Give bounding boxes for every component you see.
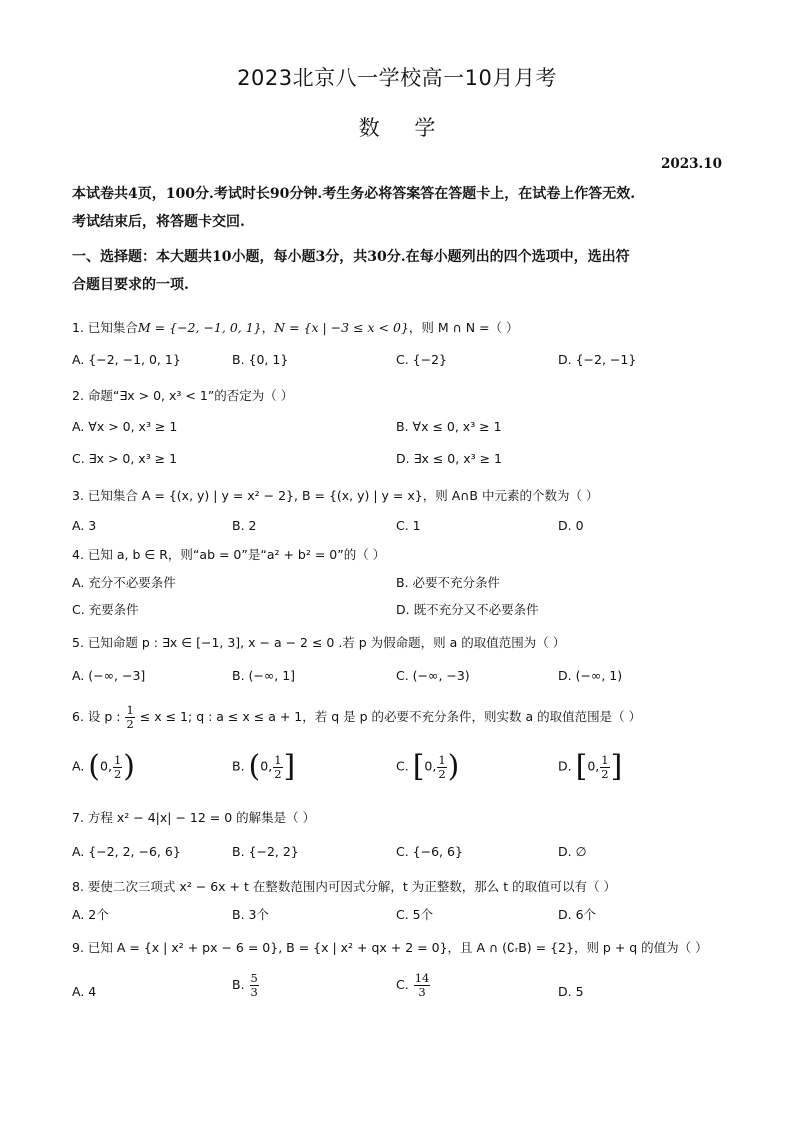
question-1-text-b: ，则 M ∩ N =（ ） — [408, 320, 519, 335]
question-9-options — [72, 972, 722, 1012]
question-1-set-m: M = {−2, −1, 0, 1} — [137, 320, 262, 335]
question-2-option-a[interactable]: A. ∀x > 0, x³ ≥ 1 — [72, 419, 178, 434]
question-3-option-c[interactable]: C. 1 — [396, 518, 421, 533]
question-1-stem — [72, 318, 722, 336]
question-5-stem: 5. 已知命题 p : ∃x ∈ [−1, 3], x − a − 2 ≤ 0 .若 p 为假命题，则 a 的取值范围为（ ） — [72, 635, 566, 650]
question-7-option-c[interactable]: C. {−6, 6} — [396, 844, 463, 859]
question-5-option-b[interactable]: B. (−∞, 1] — [232, 668, 296, 683]
question-3-option-b[interactable]: B. 2 — [232, 518, 257, 533]
question-4-option-d[interactable]: D. 既不充分又不必要条件 — [396, 602, 539, 617]
fraction-denominator: 3 — [250, 985, 258, 999]
fraction-numerator: 1 — [601, 752, 609, 767]
question-7-options — [72, 844, 722, 866]
question-5-options — [72, 668, 722, 690]
fraction-numerator: 1 — [274, 752, 282, 767]
option-fraction — [250, 972, 259, 999]
question-4-stem: 4. 已知 a, b ∈ R，则“ab = 0”是“a² + b² = 0”的（ ） — [72, 547, 386, 562]
option-fraction — [113, 754, 122, 781]
instructions-line-1: 本试卷共4页，100分.考试时长90分钟.考生务必将答案答在答题卡上，在试卷上作答无效. — [72, 186, 636, 202]
question-2-options-row-1 — [72, 419, 722, 441]
question-4-options-row-2 — [72, 600, 722, 622]
left-bracket: ( — [248, 749, 261, 784]
question-1-set-n: N = {x | −3 ≤ x < 0} — [274, 320, 409, 335]
exam-title: 2023北京八一学校高一10月月考 — [237, 66, 557, 90]
question-8-option-a[interactable]: A. 2个 — [72, 907, 109, 922]
question-9-stem: 9. 已知 A = {x | x² + px − 6 = 0}, B = {x | x² + qx + 2 = 0}，且 A ∩ (∁ᵣB) = {2}，则 p + q 的值为（ ） — [72, 940, 708, 955]
option-letter: D. — [558, 758, 572, 774]
question-7-stem: 7. 方程 x² − 4|x| − 12 = 0 的解集是（ ） — [72, 810, 316, 825]
right-bracket: ] — [610, 749, 623, 784]
question-9-option-b[interactable] — [232, 972, 260, 999]
question-5-option-d[interactable]: D. (−∞, 1) — [558, 668, 623, 683]
question-7-option-a[interactable]: A. {−2, 2, −6, 6} — [72, 844, 181, 859]
question-4-option-b[interactable]: B. 必要不充分条件 — [396, 575, 501, 590]
question-6-option-a[interactable] — [72, 749, 135, 784]
fraction-numerator: 1 — [113, 752, 122, 767]
fraction-denominator: 2 — [274, 766, 282, 781]
question-7-option-d[interactable]: D. ∅ — [558, 844, 587, 859]
option-letter: A. — [72, 758, 85, 774]
question-2-option-c[interactable]: C. ∃x > 0, x³ ≥ 1 — [72, 451, 178, 466]
option-fraction — [273, 754, 282, 781]
right-bracket: ) — [123, 749, 135, 784]
interval-start: 0, — [100, 758, 112, 774]
question-3-stem: 3. 已知集合 A = {(x, y) | y = x² − 2}, B = {(x, y) | y = x}，则 A∩B 中元素的个数为（ ） — [72, 488, 599, 503]
section-heading-line-1: 一、选择题：本大题共10小题，每小题3分，共30分.在每小题列出的四个选项中，选出符 — [72, 249, 630, 265]
question-5-option-a[interactable]: A. (−∞, −3] — [72, 668, 146, 683]
question-3-options — [72, 518, 722, 540]
question-6-stem — [72, 704, 722, 731]
fraction-numerator: 5 — [250, 971, 258, 985]
exam-instructions — [72, 180, 722, 236]
instructions-line-2: 考试结束后，将答题卡交回. — [72, 214, 245, 230]
question-8-option-c[interactable]: C. 5个 — [396, 907, 434, 922]
question-1-separator: ， — [261, 320, 275, 335]
fraction-denominator: 2 — [601, 766, 609, 781]
left-bracket: [ — [575, 749, 588, 784]
question-8-option-b[interactable]: B. 3个 — [232, 907, 269, 922]
question-1-text-a: 1. 已知集合 — [72, 320, 138, 335]
question-6-options — [72, 749, 722, 792]
question-1-options — [72, 352, 722, 374]
fraction-denominator: 2 — [113, 766, 122, 781]
exam-date: 2023.10 — [660, 156, 722, 172]
question-6-text-a: 6. 设 p : — [72, 709, 121, 724]
question-3-option-a[interactable]: A. 3 — [72, 518, 97, 533]
section-heading-line-2: 合题目要求的一项. — [72, 277, 189, 293]
interval-start: 0, — [260, 758, 273, 774]
fraction-numerator: 14 — [414, 971, 430, 985]
question-7-option-b[interactable]: B. {−2, 2} — [232, 844, 299, 859]
fraction-denominator: 2 — [438, 766, 446, 781]
interval-start: 0, — [587, 758, 600, 774]
question-1-option-b[interactable]: B. {0, 1} — [232, 352, 289, 367]
option-letter: B. — [232, 758, 245, 774]
question-6-option-d[interactable] — [558, 749, 623, 784]
question-2-option-d[interactable]: D. ∃x ≤ 0, x³ ≥ 1 — [396, 451, 502, 466]
section-heading — [72, 243, 722, 299]
fraction-denominator: 2 — [126, 717, 134, 731]
question-9-option-a[interactable]: A. 4 — [72, 984, 97, 999]
option-fraction — [414, 972, 431, 999]
question-6-option-c[interactable] — [396, 749, 460, 784]
question-4-options-row-1 — [72, 573, 722, 595]
question-4-option-a[interactable]: A. 充分不必要条件 — [72, 575, 176, 590]
question-1-option-d[interactable]: D. {−2, −1} — [558, 352, 637, 367]
right-bracket: ) — [447, 749, 460, 784]
question-6-option-b[interactable] — [232, 749, 296, 784]
fraction-numerator: 1 — [126, 703, 134, 717]
question-4-option-c[interactable]: C. 充要条件 — [72, 602, 139, 617]
question-5-option-c[interactable]: C. (−∞, −3) — [396, 668, 470, 683]
option-letter: C. — [396, 977, 409, 992]
right-bracket: ] — [283, 749, 296, 784]
option-fraction — [600, 754, 609, 781]
option-fraction — [437, 754, 446, 781]
fraction-denominator: 3 — [418, 985, 426, 999]
question-6-text-b: ≤ x ≤ 1; q : a ≤ x ≤ a + 1，若 q 是 p 的必要不充分条件，则实数 a 的取值范围是（ ） — [139, 709, 642, 724]
question-2-option-b[interactable]: B. ∀x ≤ 0, x³ ≥ 1 — [396, 419, 502, 434]
question-2-options-row-2 — [72, 451, 722, 473]
question-8-options — [72, 905, 722, 927]
question-1-option-a[interactable]: A. {−2, −1, 0, 1} — [72, 352, 181, 367]
question-6-fraction — [125, 704, 134, 731]
option-letter: C. — [396, 758, 409, 774]
question-8-option-d[interactable]: D. 6个 — [558, 907, 597, 922]
question-3-option-d[interactable]: D. 0 — [558, 518, 584, 533]
fraction-numerator: 1 — [438, 752, 446, 767]
option-letter: B. — [232, 977, 245, 992]
left-bracket: ( — [88, 749, 101, 784]
exam-subject: 数 学 — [358, 116, 436, 140]
left-bracket: [ — [412, 749, 425, 784]
question-2-stem: 2. 命题“∃x > 0, x³ < 1”的否定为（ ） — [72, 388, 294, 403]
interval-start: 0, — [424, 758, 437, 774]
question-9-option-c[interactable] — [396, 972, 431, 999]
question-9-option-d[interactable]: D. 5 — [558, 984, 584, 999]
question-8-stem: 8. 要使二次三项式 x² − 6x + t 在整数范围内可因式分解，t 为正整数，那么 t 的取值可以有（ ） — [72, 879, 617, 894]
question-1-option-c[interactable]: C. {−2} — [396, 352, 448, 367]
